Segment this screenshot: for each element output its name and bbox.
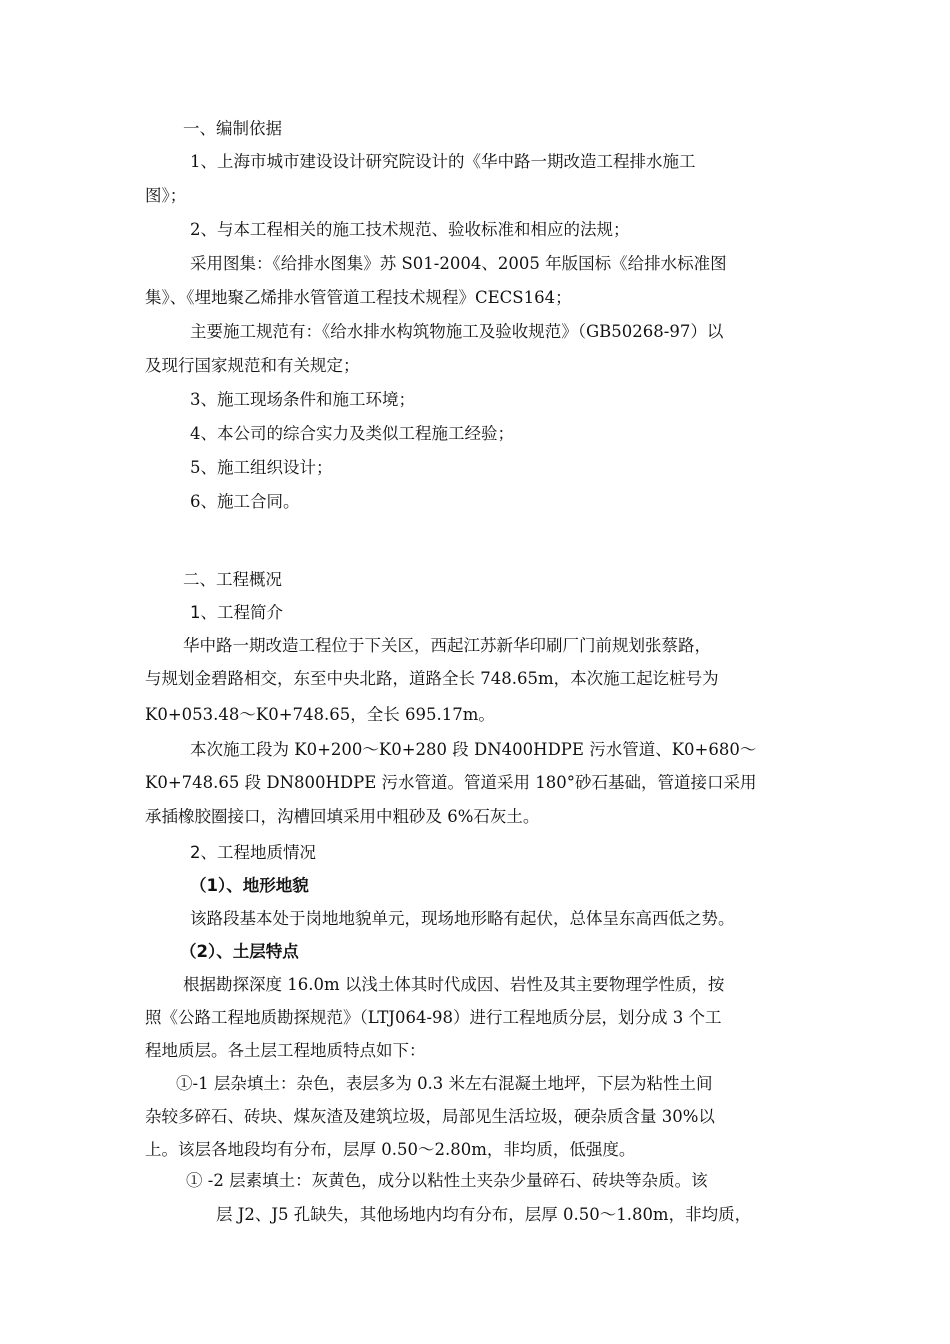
scope-line-2: K0+748.65 段 DN800HDPE 污水管道。管道采用 180°砂石基础，管道接口采用 [145, 773, 757, 792]
soil-line-2: 照《公路工程地质勘探规范》（LTJ064-98）进行工程地质分层，划分成 3 个工 [145, 1008, 722, 1027]
subheading-terrain: （1）、地形地貌 [190, 876, 309, 895]
subheading-soil-layers: （2）、土层特点 [180, 942, 299, 961]
basis-item-1-line-2: 图》； [145, 186, 187, 205]
intro-line-2: 与规划金碧路相交，东至中央北路，道路全长 748.65m，本次施工起讫桩号为 [145, 669, 719, 688]
scope-line-1: 本次施工段为 K0+200～K0+280 段 DN400HDPE 污水管道、K0+680～ [190, 740, 757, 759]
soil-line-3: 程地质层。各土层工程地质特点如下： [145, 1041, 426, 1060]
scope-line-3: 承插橡胶圈接口，沟槽回填采用中粗砂及 6%石灰土。 [145, 807, 540, 826]
subheading-geology: 2、工程地质情况 [190, 843, 316, 862]
terrain-text: 该路段基本处于岗地地貌单元，现场地形略有起伏，总体呈东高西低之势。 [190, 909, 735, 928]
intro-line-1: 华中路一期改造工程位于下关区，西起江苏新华印刷厂门前规划张蔡路， [183, 636, 711, 655]
basis-item-5: 5、施工组织设计； [190, 458, 333, 477]
atlas-line-1: 采用图集：《给排水图集》苏 S01-2004、2005 年版国标《给排水标准图 [190, 254, 727, 273]
intro-line-3: K0+053.48～K0+748.65，全长 695.17m。 [145, 705, 495, 724]
basis-item-2: 2、与本工程相关的施工技术规范、验收标准和相应的法规； [190, 220, 630, 239]
section-heading-overview: 二、工程概况 [183, 570, 282, 589]
basis-item-4: 4、本公司的综合实力及类似工程施工经验； [190, 424, 514, 443]
atlas-line-2: 集》、《埋地聚乙烯排水管管道工程技术规程》CECS164； [145, 288, 572, 307]
codes-line-1: 主要施工规范有：《给水排水构筑物施工及验收规范》（GB50268-97）以 [190, 322, 724, 341]
basis-item-1-line-1: 1、上海市城市建设设计研究院设计的《华中路一期改造工程排水施工 [190, 152, 696, 171]
layer1-line-2: 杂较多碎石、砖块、煤灰渣及建筑垃圾，局部见生活垃圾，硬杂质含量 30%以 [145, 1107, 715, 1126]
layer1-line-3: 上。该层各地段均有分布，层厚 0.50～2.80m，非均质，低强度。 [145, 1140, 636, 1159]
layer2-line-1: ① -2 层素填土：灰黄色，成分以粘性土夹杂少量碎石、砖块等杂质。该 [186, 1171, 708, 1190]
subheading-introduction: 1、工程简介 [190, 603, 283, 622]
basis-item-6: 6、施工合同。 [190, 492, 300, 511]
basis-item-3: 3、施工现场条件和施工环境； [190, 390, 415, 409]
soil-line-1: 根据勘探深度 16.0m 以浅土体其时代成因、岩性及其主要物理学性质，按 [183, 975, 725, 994]
layer1-line-1: ①-1 层杂填土：杂色，表层多为 0.3 米左右混凝土地坪，下层为粘性土间 [176, 1074, 713, 1093]
section-heading-basis: 一、编制依据 [183, 119, 282, 138]
layer2-line-2: 层 J2、J5 孔缺失，其他场地内均有分布，层厚 0.50～1.80m，非均质， [216, 1205, 752, 1224]
codes-line-2: 及现行国家规范和有关规定； [145, 356, 360, 375]
